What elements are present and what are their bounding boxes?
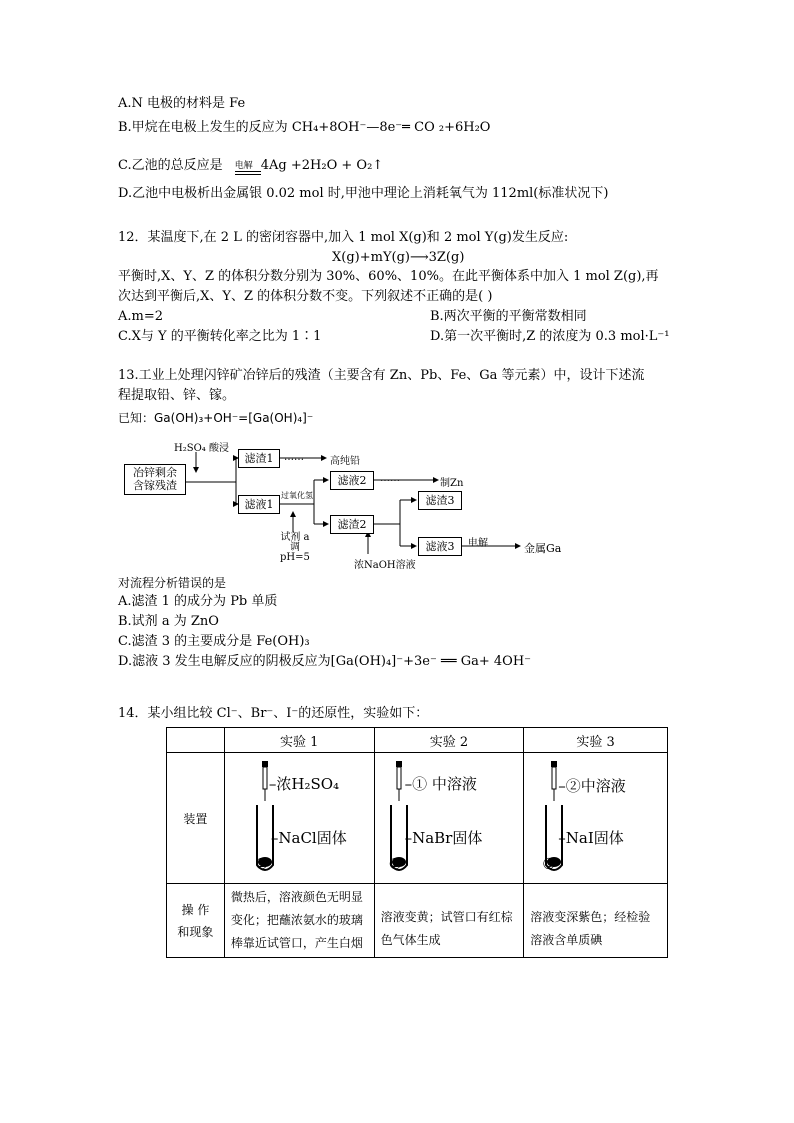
row-label-apparatus: 装置 <box>167 753 225 884</box>
lead-product: 高纯铅 <box>330 456 360 467</box>
q11-option-d: D.乙池中电极析出金属银 0.02 mol 时,甲池中理论上消耗氧气为 112ml(标准状况下) <box>118 186 609 201</box>
residue2-box: 滤渣2 <box>330 515 374 534</box>
filtrate1-box: 滤液1 <box>238 495 280 514</box>
residue3-box: 滤渣3 <box>418 491 462 510</box>
solid-label-1: –NaCl固体 <box>270 829 347 847</box>
q11-option-a: A.N 电极的材料是 Fe <box>118 96 246 111</box>
process-flowchart <box>118 432 562 572</box>
row-label-observation-line2: 和现象 <box>177 924 214 939</box>
reagent-a-label <box>280 533 310 563</box>
naoh-label: 浓NaOH溶液 <box>354 560 416 571</box>
observation-cell-1: 微热后，溶液颜色无明显变化；把蘸浓氨水的玻璃棒靠近试管口，产生白烟 <box>224 884 374 958</box>
tube-number-2: ② <box>388 855 403 873</box>
dots-2: …… <box>380 473 400 484</box>
dots-1: …… <box>284 452 304 463</box>
q13-option-b: B.试剂 a 为 ZnO <box>118 614 219 629</box>
apparatus-cell-3 <box>524 753 668 884</box>
header-cell-exp1: 实验 1 <box>224 728 374 753</box>
q11-option-b: B.甲烷在电极上发生的反应为 CH₄+8OH⁻—8e⁻═ CO ₂+6H₂O <box>118 120 491 135</box>
tube-number-3: ③ <box>542 855 556 873</box>
row-label-observation <box>167 884 225 958</box>
reagent-a-line3: pH=5 <box>280 552 310 563</box>
electrolysis-condition: 电解 <box>234 161 253 171</box>
reagent-label-2: –① 中溶液 <box>404 775 477 793</box>
q11-option-c <box>118 157 383 175</box>
table-row-apparatus <box>167 753 668 884</box>
q13-option-c: C.滤渣 3 的主要成分是 Fe(OH)₃ <box>118 634 310 649</box>
table-row-observation <box>167 884 668 958</box>
q11-option-c-suffix: 4Ag +2H₂O + O₂↑ <box>260 158 384 173</box>
q13-stem-line2: 程提取铅、锌、镓。 <box>118 388 236 403</box>
header-cell-empty <box>167 728 225 753</box>
apparatus-cell-1 <box>224 753 374 884</box>
start-label-line2: 含镓残渣 <box>133 479 177 492</box>
q12-option-b: B.两次平衡的平衡常数相同 <box>430 309 587 324</box>
apparatus-cell-2 <box>374 753 524 884</box>
experiment-table <box>166 727 668 958</box>
observation-cell-2: 溶液变黄；试管口有红棕色气体生成 <box>374 884 524 958</box>
gallium-product: 金属Ga <box>524 542 562 555</box>
header-cell-exp3: 实验 3 <box>524 728 668 753</box>
q12-option-a: A.m=2 <box>118 309 164 324</box>
q12-line3: 次达到平衡后,X、Y、Z 的体积分数不变。下列叙述不正确的是( ) <box>118 289 493 304</box>
q13-option-d: D.滤液 3 发生电解反应的阴极反应为[Ga(OH)₄]⁻+3e⁻ ══ Ga+ 4OH⁻ <box>118 654 532 669</box>
reagent-label-3: –②中溶液 <box>558 777 626 795</box>
reagent-a-line1: 试剂 a <box>280 532 310 543</box>
header-cell-exp2: 实验 2 <box>374 728 524 753</box>
row-label-observation-line1: 操 作 <box>181 902 210 917</box>
acid-leach-label: H₂SO₄ 酸浸 <box>174 443 229 454</box>
filtrate3-box: 滤液3 <box>418 537 462 556</box>
electrolysis-label: 电解 <box>468 538 488 549</box>
start-label-line1: 冶锌剩余 <box>133 466 177 479</box>
q13-option-a: A.滤渣 1 的成分为 Pb 单质 <box>118 594 278 609</box>
observation-cell-3: 溶液变深紫色；经检验溶液含单质碘 <box>524 884 668 958</box>
q13-stem-line1: 13.工业上处理闪锌矿冶锌后的残渣（主要含有 Zn、Pb、Fe、Ga 等元素）中，设计下述流 <box>118 368 645 383</box>
zinc-product: 制Zn <box>440 478 464 489</box>
q12-option-c: C.X与 Y 的平衡转化率之比为 1∶1 <box>118 329 322 344</box>
residue1-box: 滤渣1 <box>238 449 280 468</box>
q13-known: 已知：Ga(OH)₃+OH⁻=[Ga(OH)₄]⁻ <box>118 411 314 425</box>
reagent-a-line2: 调 <box>289 542 300 553</box>
q12-equation: X(g)+mY(g)⟶3Z(g) <box>332 250 465 265</box>
q14-stem: 14．某小组比较 Cl⁻、Br⁻、I⁻的还原性，实验如下： <box>118 706 429 721</box>
tube-number-1: ① <box>254 855 269 873</box>
reagent-label-1: –浓H₂SO₄ <box>268 775 340 793</box>
q11-option-c-prefix: C.乙池的总反应是 <box>118 158 223 173</box>
start-box <box>124 464 186 495</box>
h2o2-label: 过氧化氢 <box>281 491 313 500</box>
q12-option-d: D.第一次平衡时,Z 的浓度为 0.3 mol·L⁻¹ <box>430 329 670 344</box>
q12-line2: 平衡时,X、Y、Z 的体积分数分别为 30%、60%、10%。在此平衡体系中加入 1 mol Z(g),再 <box>118 269 659 284</box>
q13-question: 对流程分析错误的是 <box>118 576 227 590</box>
filtrate2-box: 滤液2 <box>330 471 374 490</box>
table-header-row <box>167 728 668 753</box>
q12-stem: 12．某温度下,在 2 L 的密闭容器中,加入 1 mol X(g)和 2 mol Y(g)发生反应: <box>118 230 569 245</box>
solid-label-2: –NaBr固体 <box>404 829 483 847</box>
solid-label-3: –NaI固体 <box>558 829 624 847</box>
